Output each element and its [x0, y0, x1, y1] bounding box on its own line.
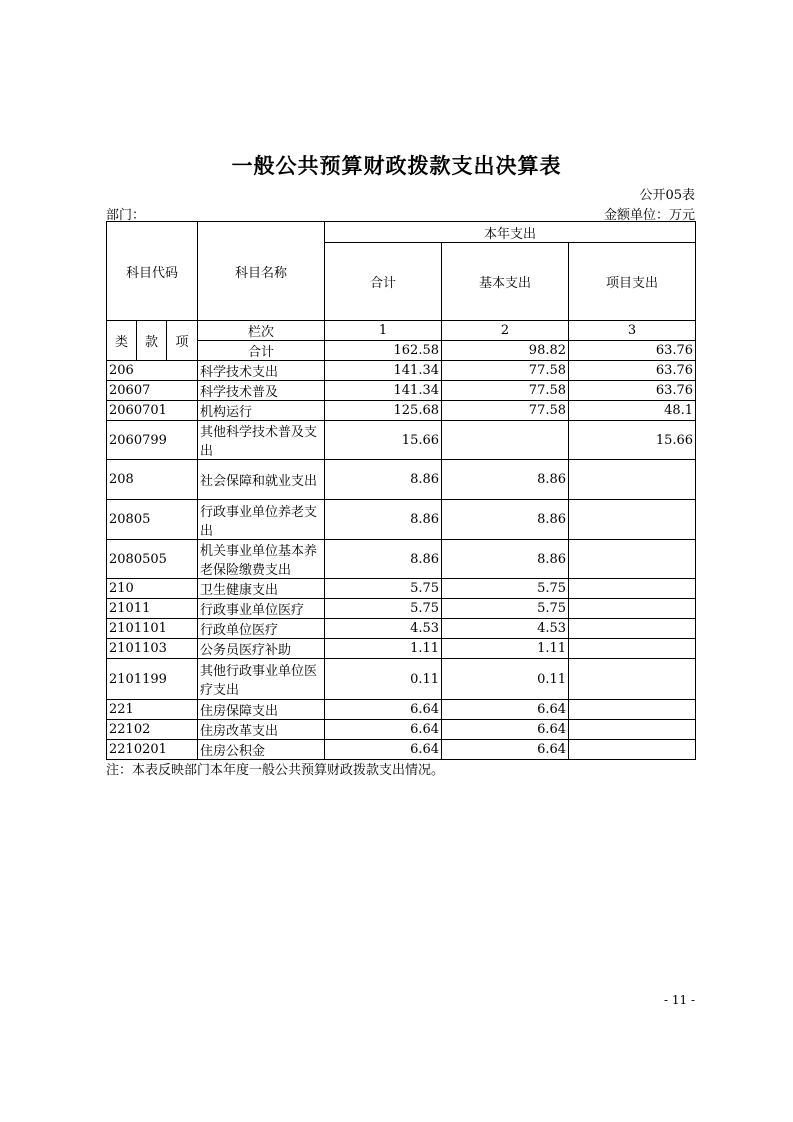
row-code: 22102: [107, 720, 198, 740]
table-note: 注：本表反映部门本年度一般公共预算财政拨款支出情况。: [106, 763, 445, 778]
header-subject-code: 科目代码: [107, 222, 198, 321]
header-col-3: 3: [569, 321, 696, 341]
row-basic: 77.58: [442, 381, 569, 401]
row-name: 科学技术支出: [198, 361, 325, 381]
row-name: 科学技术普及: [198, 381, 325, 401]
row-code: 2101101: [107, 619, 198, 639]
row-project: 63.76: [569, 361, 696, 381]
row-total: 0.11: [325, 659, 442, 700]
row-basic: 8.86: [442, 540, 569, 579]
header-current-year: 本年支出: [325, 222, 696, 243]
table-row: [107, 579, 696, 599]
row-code: 20805: [107, 500, 198, 540]
table-row: [107, 639, 696, 659]
row-basic: 1.11: [442, 639, 569, 659]
row-project: [569, 460, 696, 500]
row-code: 2210201: [107, 740, 198, 760]
table-row: [107, 540, 696, 579]
table-row: [107, 659, 696, 700]
header-col-2: 2: [442, 321, 569, 341]
row-basic: 5.75: [442, 579, 569, 599]
row-project: 15.66: [569, 421, 696, 460]
row-total: 141.34: [325, 361, 442, 381]
row-name: 住房公积金: [198, 740, 325, 760]
row-code: 2101199: [107, 659, 198, 700]
sum-project: 63.76: [569, 341, 696, 361]
unit-label: 金额单位：万元: [603, 208, 695, 223]
row-project: [569, 700, 696, 720]
row-project: [569, 619, 696, 639]
row-basic: 0.11: [442, 659, 569, 700]
page-number: - 11 -: [663, 993, 695, 1007]
row-basic: [442, 421, 569, 460]
header-lei: 类: [107, 321, 137, 361]
row-total: 4.53: [325, 619, 442, 639]
header-kuan: 款: [137, 321, 167, 361]
header-total: 合计: [325, 243, 442, 321]
table-row: [107, 740, 696, 760]
row-basic: 77.58: [442, 401, 569, 421]
row-code: 206: [107, 361, 198, 381]
row-code: 210: [107, 579, 198, 599]
row-project: [569, 659, 696, 700]
header-basic: 基本支出: [442, 243, 569, 321]
table-row: [107, 700, 696, 720]
row-project: [569, 599, 696, 619]
row-name: 行政事业单位医疗: [198, 599, 325, 619]
row-name: 行政单位医疗: [198, 619, 325, 639]
row-basic: 6.64: [442, 700, 569, 720]
sum-label: 合计: [198, 341, 325, 361]
row-total: 8.86: [325, 540, 442, 579]
row-project: [569, 579, 696, 599]
row-code: 208: [107, 460, 198, 500]
table-row: [107, 421, 696, 460]
table-row: [107, 619, 696, 639]
row-total: 6.64: [325, 720, 442, 740]
row-project: [569, 720, 696, 740]
row-code: 2080505: [107, 540, 198, 579]
row-basic: 5.75: [442, 599, 569, 619]
table-row: [107, 401, 696, 421]
row-total: 8.86: [325, 500, 442, 540]
table-row: [107, 720, 696, 740]
department-label: 部门：: [106, 208, 146, 223]
expenditure-table: [106, 221, 696, 760]
header-col-1: 1: [325, 321, 442, 341]
row-name: 行政事业单位养老支出: [198, 500, 325, 540]
table-row: [107, 599, 696, 619]
row-total: 15.66: [325, 421, 442, 460]
row-code: 20607: [107, 381, 198, 401]
row-total: 5.75: [325, 579, 442, 599]
page-title: 一般公共预算财政拨款支出决算表: [231, 153, 562, 178]
row-name: 社会保障和就业支出: [198, 460, 325, 500]
row-basic: 6.64: [442, 720, 569, 740]
row-project: [569, 540, 696, 579]
table-number: 公开05表: [639, 188, 695, 203]
row-basic: 8.86: [442, 500, 569, 540]
header-xiang: 项: [167, 321, 198, 361]
row-name: 其他行政事业单位医疗支出: [198, 659, 325, 700]
row-total: 8.86: [325, 460, 442, 500]
header-subject-name: 科目名称: [198, 222, 325, 321]
row-total: 141.34: [325, 381, 442, 401]
row-code: 221: [107, 700, 198, 720]
row-code: 21011: [107, 599, 198, 619]
row-name: 其他科学技术普及支出: [198, 421, 325, 460]
row-project: [569, 639, 696, 659]
sum-basic: 98.82: [442, 341, 569, 361]
row-total: 6.64: [325, 740, 442, 760]
row-total: 125.68: [325, 401, 442, 421]
row-total: 5.75: [325, 599, 442, 619]
row-project: 48.1: [569, 401, 696, 421]
row-basic: 77.58: [442, 361, 569, 381]
sum-total: 162.58: [325, 341, 442, 361]
table-row: [107, 500, 696, 540]
row-name: 住房改革支出: [198, 720, 325, 740]
row-project: [569, 740, 696, 760]
row-basic: 8.86: [442, 460, 569, 500]
row-project: 63.76: [569, 381, 696, 401]
row-code: 2060701: [107, 401, 198, 421]
table-row: [107, 381, 696, 401]
row-project: [569, 500, 696, 540]
row-name: 住房保障支出: [198, 700, 325, 720]
table-row: [107, 460, 696, 500]
row-code: 2060799: [107, 421, 198, 460]
row-total: 6.64: [325, 700, 442, 720]
header-project: 项目支出: [569, 243, 696, 321]
header-column-no: 栏次: [198, 321, 325, 341]
row-basic: 4.53: [442, 619, 569, 639]
row-name: 公务员医疗补助: [198, 639, 325, 659]
row-total: 1.11: [325, 639, 442, 659]
row-name: 机构运行: [198, 401, 325, 421]
table-row: [107, 361, 696, 381]
row-code: 2101103: [107, 639, 198, 659]
row-basic: 6.64: [442, 740, 569, 760]
row-name: 机关事业单位基本养老保险缴费支出: [198, 540, 325, 579]
row-name: 卫生健康支出: [198, 579, 325, 599]
